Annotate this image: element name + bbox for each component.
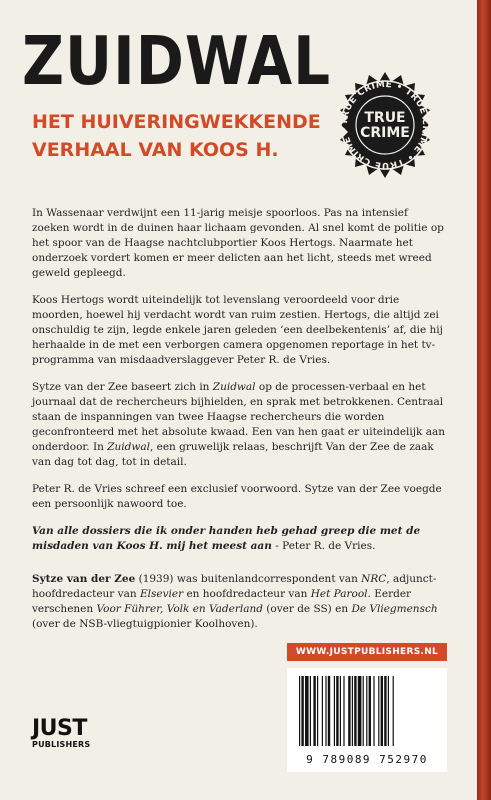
bio-part-b: , adjunct-hoofdredacteur van <box>32 573 437 600</box>
bio-nrc: NRC <box>361 573 387 585</box>
logo-just: JUST <box>32 716 87 741</box>
badge-center-line-1: TRUE <box>364 110 406 126</box>
publisher-logo <box>32 718 92 762</box>
p3-part-a: Sytze van der Zee baseert zich in <box>32 381 213 393</box>
barcode-bar <box>366 676 367 746</box>
barcode-bar <box>322 676 323 746</box>
barcode-bar <box>334 676 335 746</box>
bio-vliegmensch: De Vliegmensch <box>351 603 438 615</box>
endorsement-quote <box>32 524 447 554</box>
bio-part-a: (1939) was buitenlandcorrespondent van <box>135 573 362 585</box>
badge-ring-text: TRUE CRIME • TRUE CRIME • TRUE CRIME • <box>339 79 431 171</box>
spine-edge <box>477 0 491 800</box>
p3-part-b: op de processen-verbaal en het journaal dat de rechercheurs bijhielden, en sprak met betrokkenen. Centraal staan de inspanningen van twee Haagse rechercheurs die worden geconfronteerd met het absolute kwaad. Een van hen gaat er uiteindelijk aan onderdoor. In <box>32 381 446 453</box>
badge-center-line-2: CRIME <box>360 125 410 141</box>
barcode-bar <box>363 676 364 746</box>
barcode-bar <box>384 676 386 746</box>
barcode-bar <box>325 676 326 746</box>
barcode-bar <box>381 676 383 746</box>
barcode-bar <box>369 676 371 746</box>
blurb-paragraph-3 <box>32 380 447 470</box>
logo-publishers: PUBLISHERS <box>32 740 91 749</box>
barcode-bar <box>317 676 318 746</box>
barcode-bar <box>388 676 389 746</box>
bio-part-c: en hoofdredacteur van <box>183 588 311 600</box>
barcode-bar <box>305 676 309 746</box>
barcode-bar <box>328 676 330 746</box>
p3-part-c: , een gruwelijk relaas, beschrijft Van der Zee de zaak van dag tot dag, tot in detail. <box>32 441 434 468</box>
barcode-bar <box>301 676 303 746</box>
barcode-bar <box>354 676 356 746</box>
barcode-bar <box>336 676 338 746</box>
barcode-bar <box>358 676 362 746</box>
blurb <box>32 206 447 644</box>
barcode-bar <box>313 676 315 746</box>
barcode-bar <box>378 676 379 746</box>
barcode-bar <box>373 676 374 746</box>
barcode-bar <box>393 676 394 746</box>
subtitle-line-1: HET HUIVERINGWEKKENDE <box>32 111 321 133</box>
blurb-paragraph-4: Peter R. de Vries schreef een exclusief voorwoord. Sytze van der Zee voegde een persoonlijk nawoord toe. <box>32 483 442 510</box>
p3-title-ref: Zuidwal <box>212 381 256 393</box>
bio-part-d: . Eerder verschenen <box>32 588 412 615</box>
barcode-bars <box>297 676 437 746</box>
barcode-bar <box>352 676 353 746</box>
bio-voor-fuhrer: Voor Führer, Volk en Vaderland <box>96 603 263 615</box>
bio-parool: Het Parool <box>310 588 368 600</box>
barcode-bar <box>343 676 344 746</box>
barcode <box>287 668 447 772</box>
blurb-paragraph-2: Koos Hertogs wordt uiteindelijk tot levenslang veroordeeld voor drie moorden, hoewel hij verdacht wordt van ruim zestien. Hertogs, die altijd zei onschuldig te zijn, legde enkele jaren geleden ‘een deelbekentenis’ af, die hij herhaalde in de met een verborgen camera opgenomen reportage in het tv-programma van misdaadverslaggever Peter R. de Vries. <box>32 294 443 366</box>
blurb-paragraph-1: In Wassenaar verdwijnt een 11-jarig meisje spoorloos. Pas na intensief zoeken wordt in de duinen haar lichaam gevonden. Al snel komt de politie op het spoor van de Haagse nachtclubportier Koos Hertogs. Naarmate het onderzoek vordert komen er meer delicten aan het licht, steeds met wreed geweld gepleegd. <box>32 207 444 279</box>
subtitle-line-2: VERHAAL VAN KOOS H. <box>32 139 279 161</box>
quote-source: - Peter R. de Vries. <box>271 540 376 552</box>
bio-elsevier: Elsevier <box>139 588 184 600</box>
true-crime-badge <box>330 70 440 180</box>
author-name: Sytze van der Zee <box>32 573 136 585</box>
barcode-bar <box>348 676 350 746</box>
publisher-url[interactable]: WWW.JUSTPUBLISHERS.NL <box>287 643 447 661</box>
barcode-bar <box>340 676 341 746</box>
author-bio <box>32 572 447 632</box>
barcode-bar <box>299 676 300 746</box>
barcode-bar <box>310 676 311 746</box>
bio-part-e: (over de SS) en <box>262 603 352 615</box>
book-subtitle <box>32 108 321 164</box>
p3-title-ref-2: Zuidwal <box>107 441 150 453</box>
isbn-number: 9 789089 752970 <box>306 753 428 766</box>
book-title: ZUIDWAL <box>22 22 332 101</box>
bio-part-f: (over de NSB-vliegtuigpionier Koolhoven). <box>32 618 258 630</box>
quote-text: Van alle dossiers die ik onder handen heb gehad greep die met de misdaden van Koos H. mij het meest aan <box>32 525 421 552</box>
